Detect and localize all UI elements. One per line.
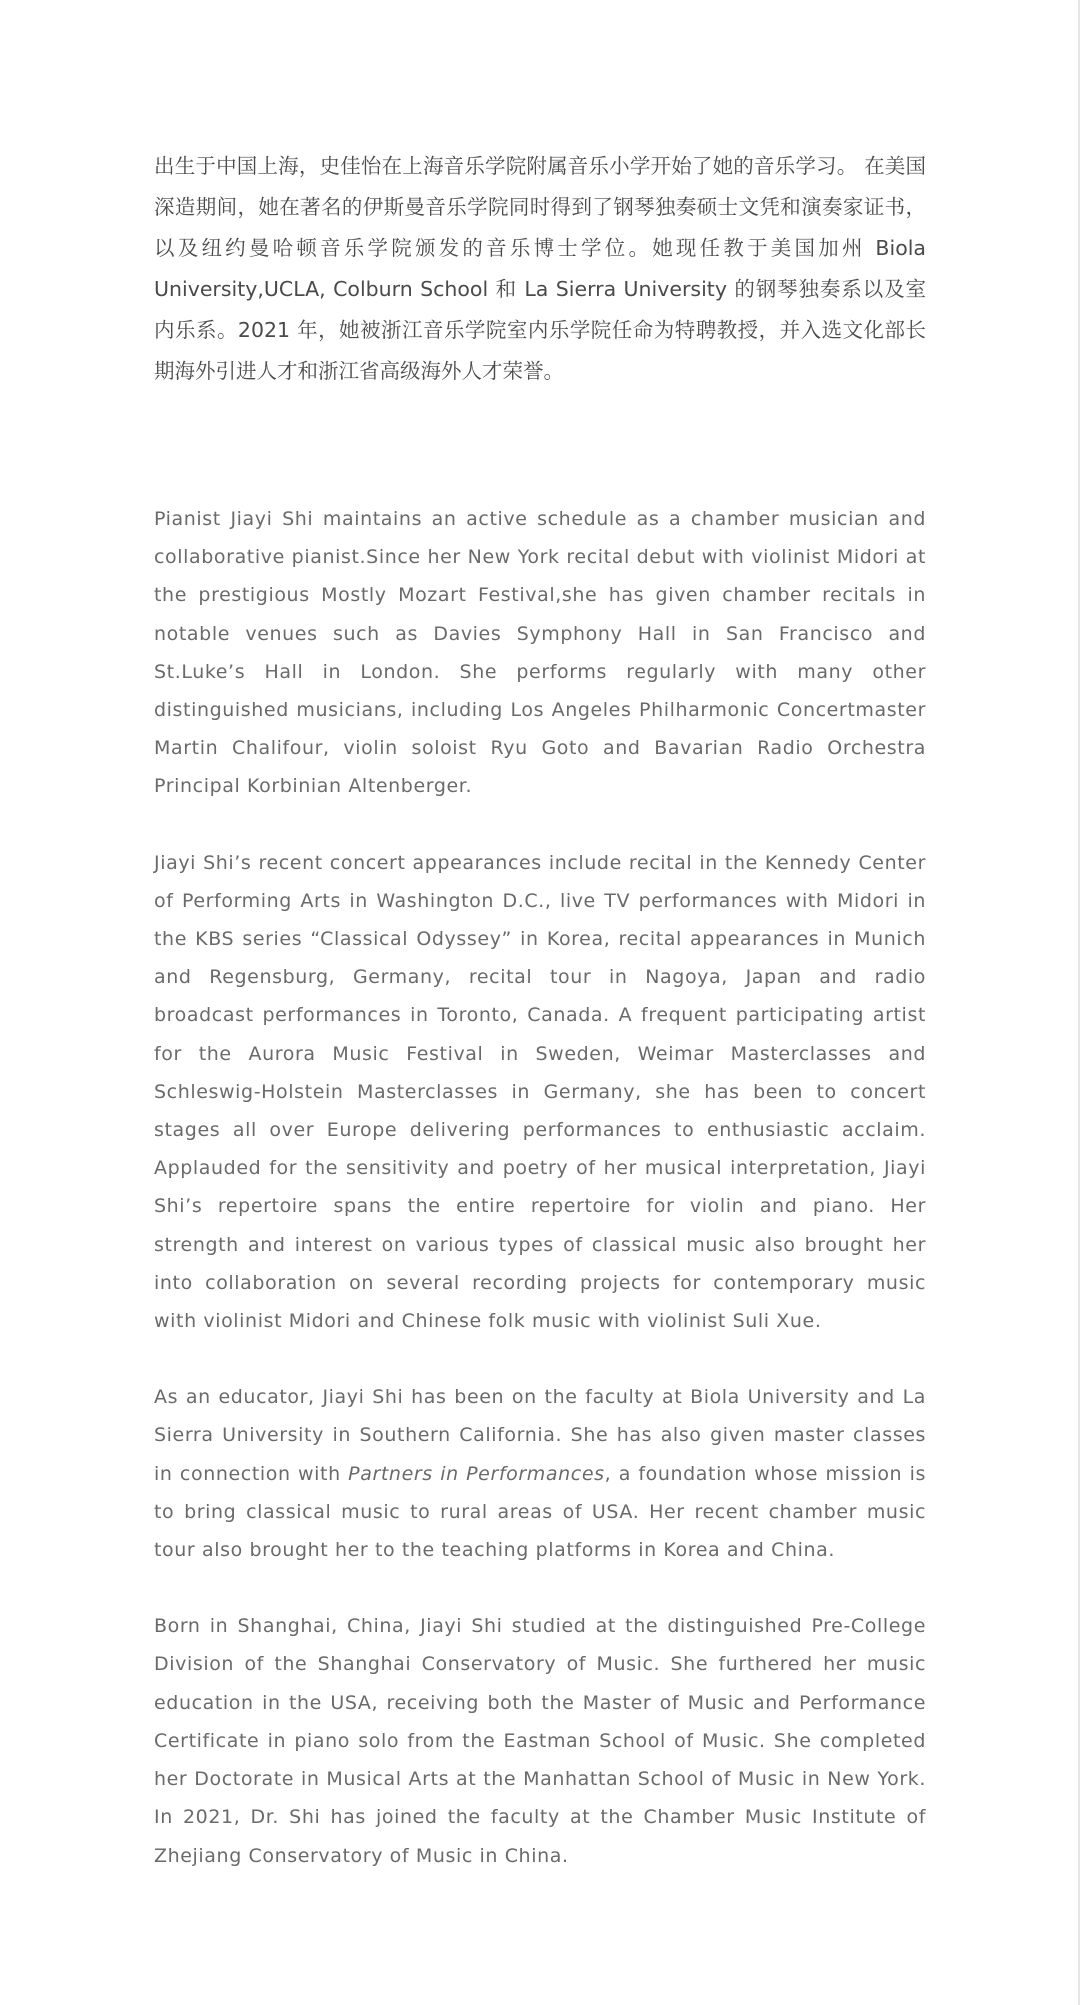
english-bio-paragraph-3 — [154, 1378, 926, 1569]
chinese-bio-paragraph: 出生于中国上海，史佳怡在上海音乐学院附属音乐小学开始了她的音乐学习。 在美国深造期间，她在著名的伊斯曼音乐学院同时得到了钢琴独奏硕士文凭和演奏家证书， 以及纽约曼哈顿音乐学院颁发的音乐博士学位。她现任教于美国加州 Biola University,UCLA, Colburn School 和 La Sierra University 的钢琴独奏系以及室内乐系。2021 年，她被浙江音乐学院室内乐学院任命为特聘教授，并入选文化部长期海外引进人才和浙江省高级海外人才荣誉。 — [154, 154, 926, 383]
english-bio-paragraph-1: Pianist Jiayi Shi maintains an active schedule as a chamber musician and collaborative pianist.Since her New York recital debut with violinist Midori at the prestigious Mostly Mozart Festival,she has given chamber recitals in notable venues such as Davies Symphony Hall in San Francisco and St.Luke’s Hall in London. She performs regularly with many other distinguished musicians, including Los Angeles Philharmonic Concertmaster Martin Chalifour, violin soloist Ryu Goto and Bavarian Radio Orchestra Principal Korbinian Altenberger. — [154, 508, 926, 798]
partners-in-performances-title: Partners in Performances — [348, 1462, 605, 1485]
english-bio-paragraph-2: Jiayi Shi’s recent concert appearances include recital in the Kennedy Center of Performing Arts in Washington D.C., live TV performances with Midori in the KBS series “Classical Odyssey” in Korea, recital appearances in Munich and Regensburg, Germany, recital tour in Nagoya, Japan and radio broadcast performances in Toronto, Canada. A frequent participating artist for the Aurora Music Festival in Sweden, Weimar Masterclasses and Schleswig-Holstein Masterclasses in Germany, she has been to concert stages all over Europe delivering performances to enthusiastic acclaim. Applauded for the sensitivity and poetry of her musical interpretation, Jiayi Shi’s repertoire spans the entire repertoire for violin and piano. Her strength and interest on various types of classical music also brought her into collaboration on several recording projects for contemporary music with violinist Midori and Chinese folk music with violinist Suli Xue. — [154, 851, 926, 1333]
paragraph-3-text-start: As an educator, Jiayi Shi has been on the faculty at Biola University and La Sierra University in Southern California. She has also given master classes in connection with — [154, 1386, 926, 1485]
paragraph-3-text-end: , a foundation whose mission is to bring classical music to rural areas of USA. Her recent chamber music tour also brought her to the teaching platforms in Korea and China. — [154, 1462, 926, 1562]
biography-content — [154, 146, 926, 1875]
english-bio-paragraph-4: Born in Shanghai, China, Jiayi Shi studied at the distinguished Pre-College Division of the Shanghai Conservatory of Music. She furthered her music education in the USA, receiving both the Master of Music and Performance Certificate in piano solo from the Eastman School of Music. She completed her Doctorate in Musical Arts at the Manhattan School of Music in New York. In 2021, Dr. Shi has joined the faculty at the Chamber Music Institute of Zhejiang Conservatory of Music in China. — [154, 1615, 926, 1867]
